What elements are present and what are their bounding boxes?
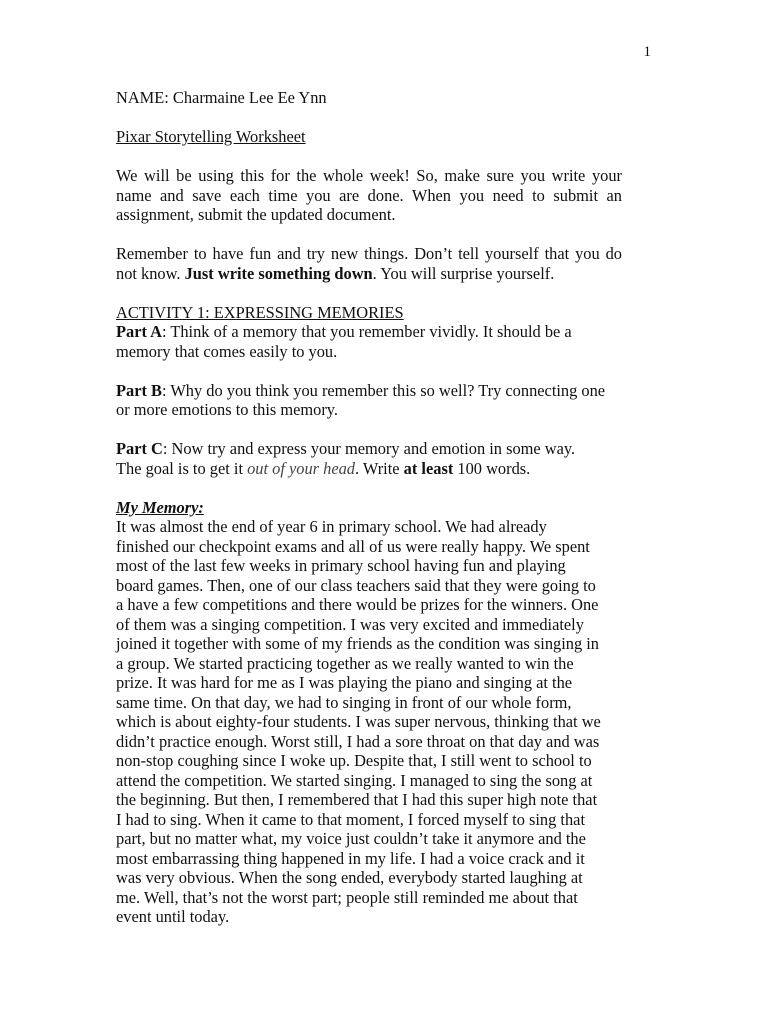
memory-line: prize. It was hard for me as I was playing the piano and singing at the <box>116 673 573 692</box>
memory-line: most of the last few weeks in primary school having fun and playing <box>116 556 566 575</box>
part-b-label: Part B <box>116 380 162 400</box>
part-c-bold: at least <box>403 458 454 478</box>
memory-text <box>116 517 622 927</box>
part-b <box>116 381 622 420</box>
part-c-text-3: . Write <box>355 458 404 478</box>
memory-line: attend the competition. We started singing. I managed to sing the song at <box>116 770 593 790</box>
intro-p2-bold: Just write something down <box>184 263 373 283</box>
memory-line: It was almost the end of year 6 in primary school. We had already <box>116 517 547 536</box>
memory-line: of them was a singing competition. I was very excited and immediately <box>116 614 584 634</box>
memory-line: finished our checkpoint exams and all of us were really happy. We spent <box>116 536 590 556</box>
part-c-label: Part C <box>116 439 163 458</box>
student-name: Charmaine Lee Ee Ynn <box>172 88 327 107</box>
intro-p2-end: . You will surprise yourself. <box>372 263 555 283</box>
part-c-text-1: : Now try and express your memory and emotion in some way. <box>162 439 576 458</box>
memory-line: me. Well, that’s not the worst part; people still reminded me about that <box>116 887 578 907</box>
memory-line: I had to sing. When it came to that moment, I forced myself to sing that <box>116 809 585 829</box>
part-c <box>116 439 622 478</box>
activity-heading: ACTIVITY 1: EXPRESSING MEMORIES <box>116 302 404 322</box>
memory-line: was very obvious. When the song ended, everybody started laughing at <box>116 868 583 887</box>
part-c-text-4: 100 words. <box>453 458 531 478</box>
part-a <box>116 322 622 361</box>
worksheet-title: Pixar Storytelling Worksheet <box>116 127 306 146</box>
part-b-text: : Why do you think you remember this so well? Try connecting one or more emotions to this memory. <box>116 380 606 419</box>
name-line <box>116 88 622 108</box>
memory-line: joined it together with some of my friends as the condition was singing in <box>116 634 599 653</box>
memory-line: same time. On that day, we had to singing in front of our whole form, <box>116 692 572 712</box>
memory-heading: My Memory: <box>116 497 204 517</box>
memory-line: part, but no matter what, my voice just couldn’t take it anymore and the <box>116 829 586 848</box>
part-a-label: Part A <box>116 322 162 341</box>
part-c-text-2: The goal is to get it <box>116 458 248 478</box>
memory-line: the beginning. But then, I remembered that I had this super high note that <box>116 790 598 809</box>
part-a-text: : Think of a memory that you remember vividly. It should be a memory that comes easily to you. <box>116 322 572 361</box>
page-number: 1 <box>643 44 651 60</box>
memory-line: event until today. <box>116 907 230 926</box>
intro-paragraph-2 <box>116 244 622 283</box>
memory-line: a group. We started practicing together as we really wanted to win the <box>116 653 574 673</box>
part-c-italic: out of your head <box>247 458 356 478</box>
memory-line: didn’t practice enough. Worst still, I had a sore throat on that day and was <box>116 731 600 751</box>
memory-line: non-stop coughing since I woke up. Despite that, I still went to school to <box>116 751 592 770</box>
memory-line: most embarrassing thing happened in my life. I had a voice crack and it <box>116 848 585 868</box>
memory-line: which is about eighty-four students. I was super nervous, thinking that we <box>116 712 601 731</box>
intro-paragraph-1: We will be using this for the whole week! So, make sure you write your name and save each time you are done. When you need to submit an assignment, submit the updated document. <box>116 166 622 224</box>
intro-p2-start: Remember to have fun and try new things. Don’t tell yourself that you do not know. <box>116 244 622 283</box>
name-label: NAME: <box>116 88 173 107</box>
memory-line: a have a few competitions and there would be prizes for the winners. One <box>116 595 599 614</box>
memory-line: board games. Then, one of our class teachers said that they were going to <box>116 575 596 595</box>
document-body <box>116 88 622 927</box>
